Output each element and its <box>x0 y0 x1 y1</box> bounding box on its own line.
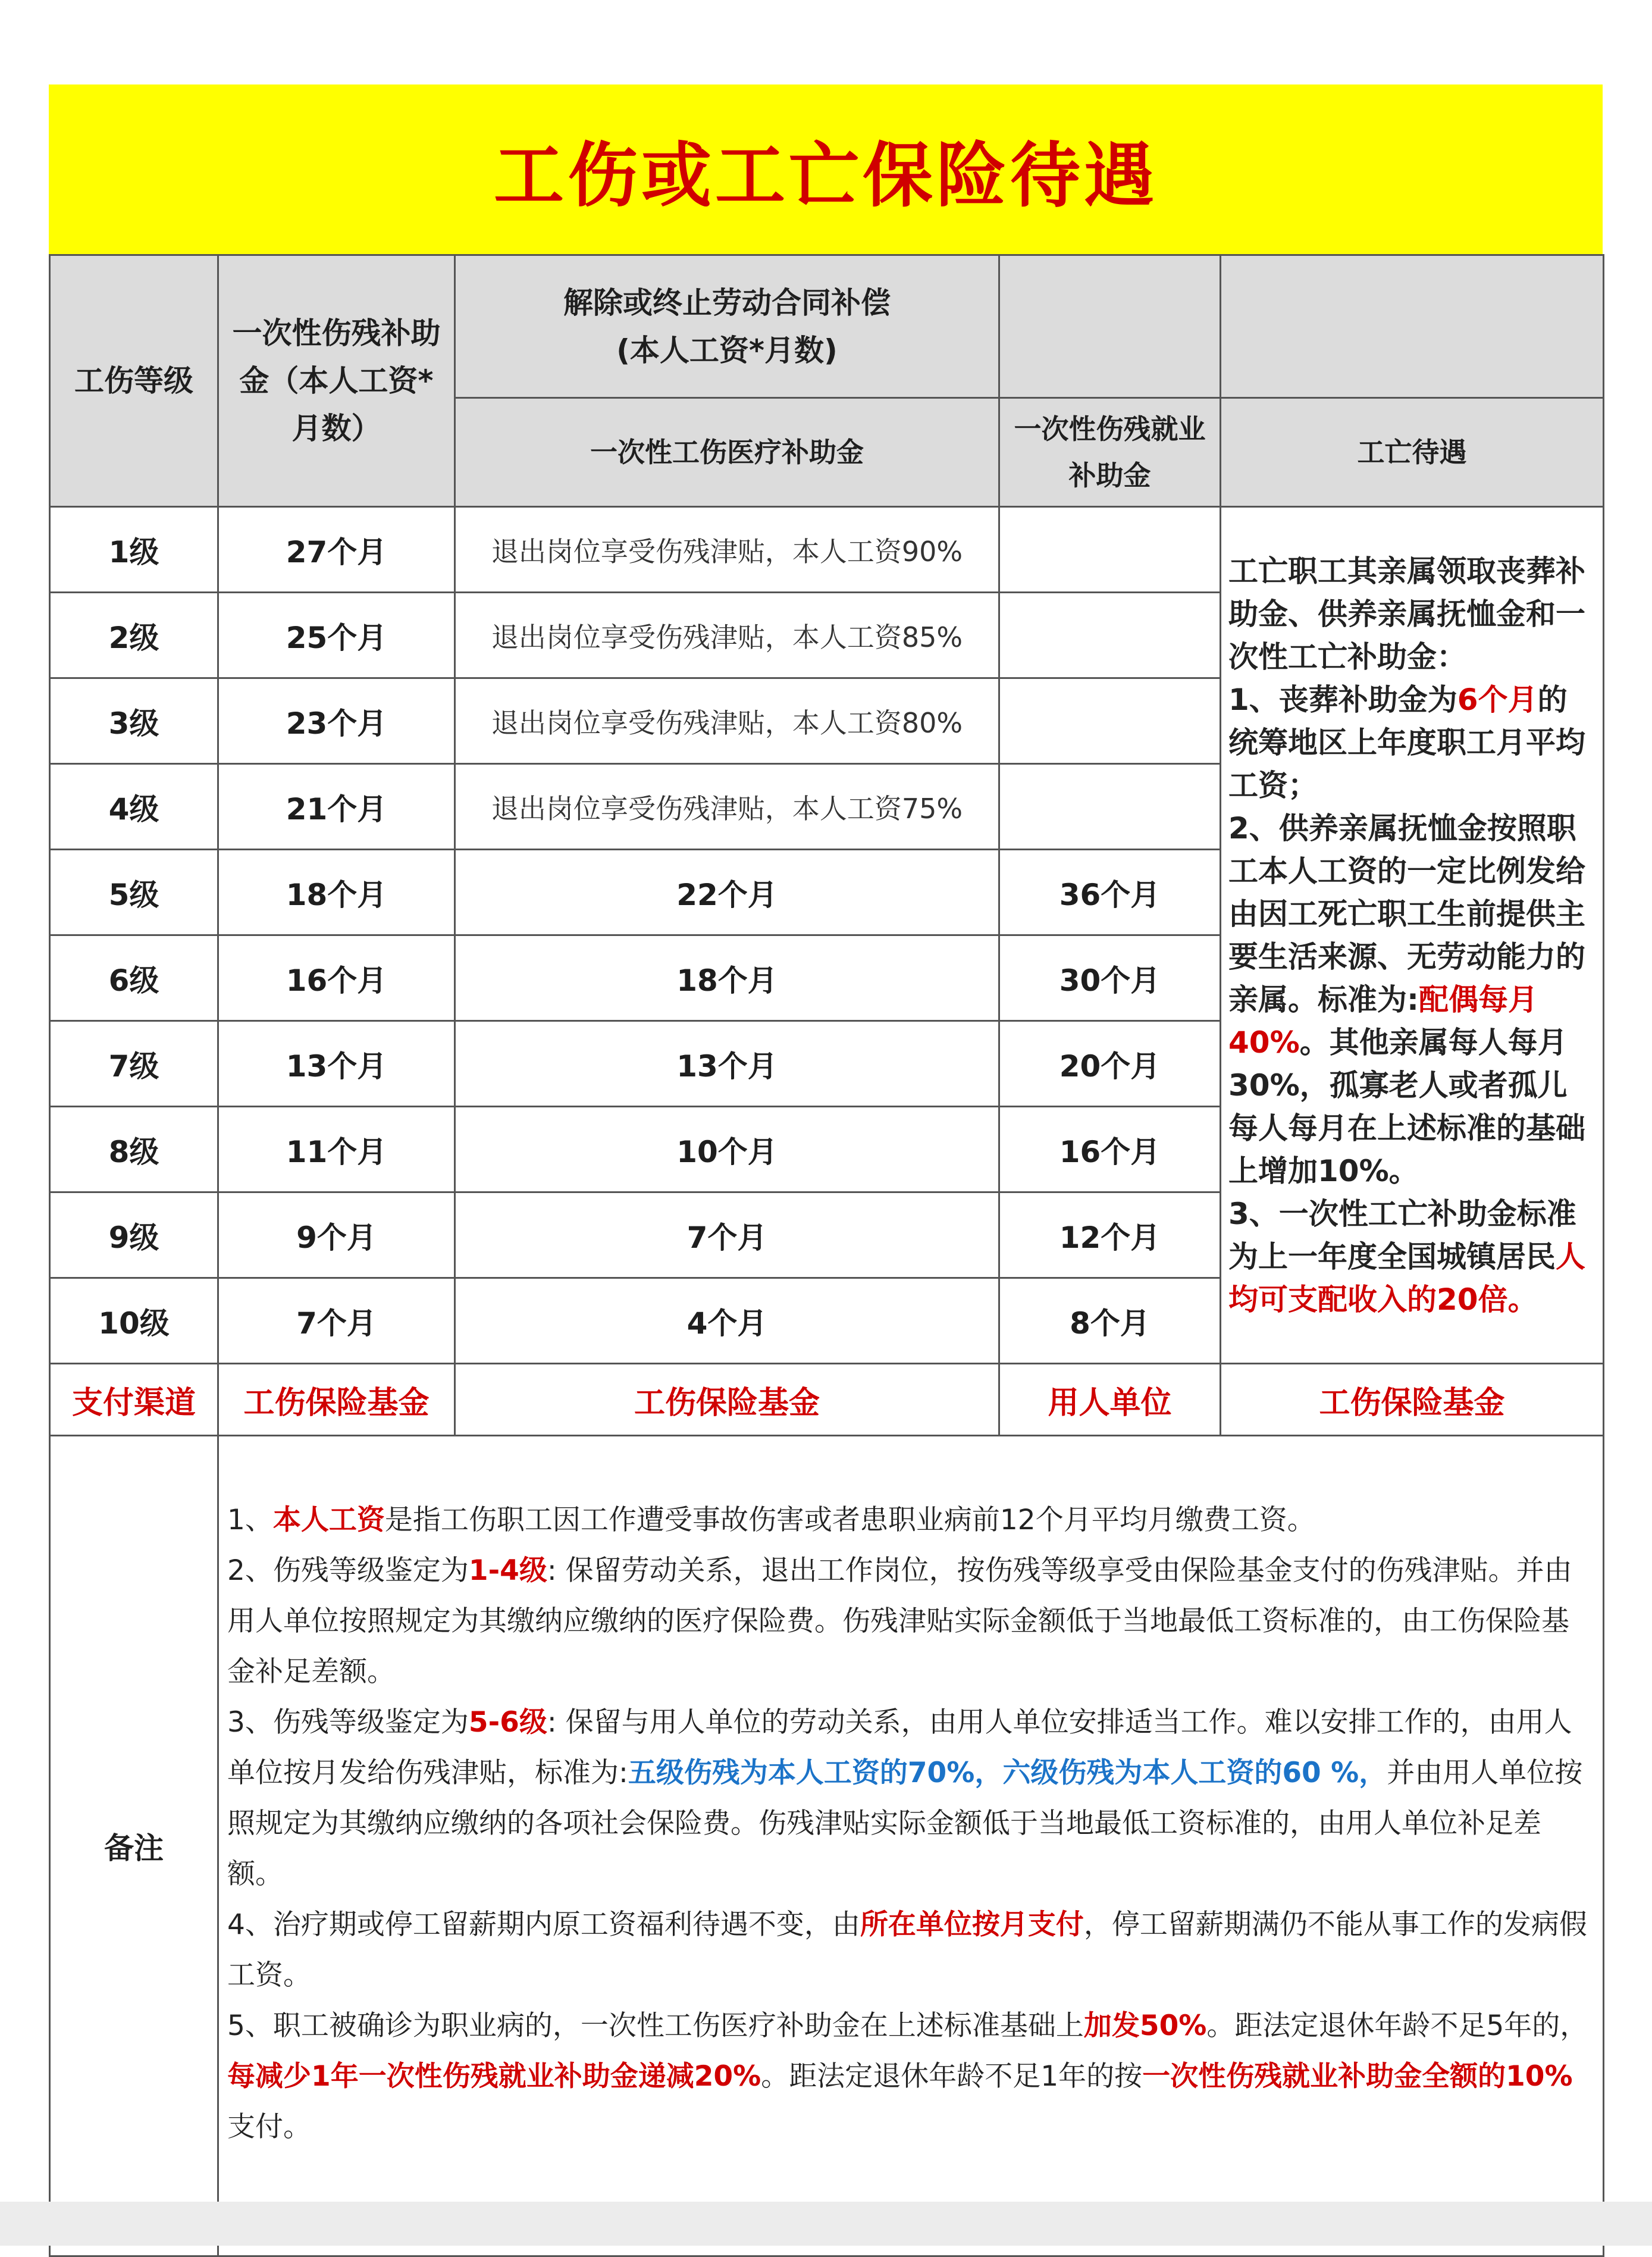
header-termination-group <box>455 255 999 398</box>
note-5-highlight-3: 一次性伤残就业补助金全额的10% <box>1142 2060 1573 2093</box>
note-2-post: : 保留劳动关系，退出工作岗位，按伤残等级享受由保险基金支付的伤残津贴。并由用人单位按照规定为其缴纳应缴纳的医疗保险费。伤残津贴实际金额低于当地最低工资标准的，由工伤保险基金补足差额。 <box>227 1554 1572 1688</box>
header-blank-1 <box>999 255 1221 398</box>
death-item1-post: 的统筹地区上年度职工月平均工资； <box>1228 682 1585 803</box>
grade-cell: 3级 <box>50 678 218 764</box>
grade-cell: 6级 <box>50 935 218 1021</box>
payment-label: 支付渠道 <box>50 1364 218 1436</box>
payment-row <box>50 1364 1604 1436</box>
grade-cell: 1级 <box>50 507 218 593</box>
header-employment-subsidy: 一次性伤残就业补助金 <box>999 398 1221 507</box>
disability-cell: 7个月 <box>218 1278 455 1364</box>
disability-cell: 27个月 <box>218 507 455 593</box>
note-5-mid-1: 。距法定退休年龄不足5年的， <box>1206 2009 1588 2042</box>
medical-cell: 18个月 <box>455 935 999 1021</box>
employment-cell <box>999 678 1221 764</box>
death-item3-pre: 3、一次性工亡补助金标准为上一年度全国城镇居民 <box>1228 1196 1576 1274</box>
header-grade: 工伤等级 <box>50 255 218 507</box>
employment-cell <box>999 764 1221 850</box>
note-3 <box>227 1697 1594 1899</box>
employment-cell: 36个月 <box>999 850 1221 935</box>
note-1-pre: 1、 <box>227 1504 273 1536</box>
death-item1-highlight: 6个月 <box>1457 682 1538 717</box>
employment-cell <box>999 593 1221 678</box>
death-item3-highlight: 人均可支配收入的20倍。 <box>1228 1239 1585 1317</box>
employment-cell <box>999 507 1221 593</box>
disability-cell: 16个月 <box>218 935 455 1021</box>
grade-cell: 4级 <box>50 764 218 850</box>
disability-cell: 13个月 <box>218 1021 455 1107</box>
death-benefit-detail <box>1221 507 1604 1364</box>
employment-cell: 20个月 <box>999 1021 1221 1107</box>
note-3-post: 并由用人单位按照规定为其缴纳应缴纳的各项社会保险费。伤残津贴实际金额低于当地最低工资标准的，由用人单位补足差额。 <box>227 1757 1583 1890</box>
grade-cell: 9级 <box>50 1192 218 1278</box>
header-row-1 <box>50 255 1604 398</box>
note-3-highlight: 5-6级 <box>468 1706 547 1739</box>
employment-cell: 16个月 <box>999 1107 1221 1192</box>
employment-cell: 30个月 <box>999 935 1221 1021</box>
death-item2-pre: 2、供养亲属抚恤金按照职工本人工资的一定比例发给由因工死亡职工生前提供主要生活来源、无劳动能力的亲属。标准为: <box>1228 810 1585 1017</box>
payment-employment: 用人单位 <box>999 1364 1221 1436</box>
header-death-benefit: 工亡待遇 <box>1221 398 1604 507</box>
employment-cell: 8个月 <box>999 1278 1221 1364</box>
death-item2-highlight: 配偶每月40% <box>1228 982 1538 1060</box>
note-1 <box>227 1495 1594 1545</box>
grade-cell: 10级 <box>50 1278 218 1364</box>
bottom-edge <box>0 2202 1652 2246</box>
page-title: 工伤或工亡保险待遇 <box>493 134 1158 217</box>
note-3-blue-highlight: 五级伤残为本人工资的70%，六级伤残为本人工资的60 %， <box>628 1757 1387 1789</box>
header-blank-2 <box>1221 255 1604 398</box>
note-3-pre: 3、伤残等级鉴定为 <box>227 1706 469 1739</box>
death-item1-pre: 1、丧葬补助金为 <box>1228 682 1457 717</box>
note-5 <box>227 2001 1594 2152</box>
grade-cell: 8级 <box>50 1107 218 1192</box>
grade-cell: 7级 <box>50 1021 218 1107</box>
death-intro: 工亡职工其亲属领取丧葬补助金、供养亲属抚恤金和一次性工亡补助金： <box>1228 553 1585 674</box>
disability-cell: 21个月 <box>218 764 455 850</box>
notes-label: 备注 <box>50 1436 218 2256</box>
header-medical-subsidy: 一次性工伤医疗补助金 <box>455 398 999 507</box>
notes-row <box>50 1436 1604 2256</box>
payment-death: 工伤保险基金 <box>1221 1364 1604 1436</box>
note-5-highlight-2: 每减少1年一次性伤残就业补助金递减20% <box>227 2060 761 2093</box>
medical-cell: 退出岗位享受伤残津贴，本人工资90% <box>455 507 999 593</box>
disability-cell: 11个月 <box>218 1107 455 1192</box>
medical-cell: 10个月 <box>455 1107 999 1192</box>
disability-cell: 18个月 <box>218 850 455 935</box>
medical-cell: 4个月 <box>455 1278 999 1364</box>
notes-body <box>218 1436 1604 2256</box>
header-termination-line1: 解除或终止劳动合同补偿 <box>563 285 891 320</box>
employment-cell: 12个月 <box>999 1192 1221 1278</box>
note-4-pre: 4、治疗期或停工留薪期内原工资福利待遇不变，由 <box>227 1908 860 1941</box>
note-1-post: 是指工伤职工因工作遭受事故伤害或者患职业病前12个月平均月缴费工资。 <box>384 1504 1315 1536</box>
medical-cell: 退出岗位享受伤残津贴，本人工资75% <box>455 764 999 850</box>
grade-cell: 5级 <box>50 850 218 935</box>
note-5-mid-2: 。距法定退休年龄不足1年的按 <box>761 2060 1143 2093</box>
note-4-highlight: 所在单位按月支付 <box>860 1908 1084 1941</box>
payment-disability: 工伤保险基金 <box>218 1364 455 1436</box>
note-4-post: ，停工留薪期满仍不能从事工作的发病假工资。 <box>227 1908 1587 1992</box>
note-5-highlight-1: 加发50% <box>1083 2009 1207 2042</box>
note-5-pre: 5、职工被确诊为职业病的，一次性工伤医疗补助金在上述标准基础上 <box>227 2009 1084 2042</box>
medical-cell: 22个月 <box>455 850 999 935</box>
note-3-mid: : 保留与用人单位的劳动关系，由用人单位安排适当工作。难以安排工作的，由用人单位按月发给伤残津贴，标准为: <box>227 1706 1572 1789</box>
title-banner <box>49 84 1603 254</box>
note-5-post: 支付。 <box>227 2111 311 2143</box>
medical-cell: 退出岗位享受伤残津贴，本人工资85% <box>455 593 999 678</box>
medical-cell: 7个月 <box>455 1192 999 1278</box>
disability-cell: 25个月 <box>218 593 455 678</box>
benefits-table <box>49 254 1604 2257</box>
disability-cell: 23个月 <box>218 678 455 764</box>
note-1-highlight: 本人工资 <box>272 1504 385 1536</box>
disability-cell: 9个月 <box>218 1192 455 1278</box>
payment-medical: 工伤保险基金 <box>455 1364 999 1436</box>
note-4 <box>227 1899 1594 2001</box>
medical-cell: 退出岗位享受伤残津贴，本人工资80% <box>455 678 999 764</box>
table-row <box>50 507 1604 593</box>
note-2-pre: 2、伤残等级鉴定为 <box>227 1554 469 1587</box>
note-2-highlight: 1-4级 <box>468 1554 547 1587</box>
header-lump-sum-disability: 一次性伤残补助金（本人工资*月数） <box>218 255 455 507</box>
header-termination-line2: (本人工资*月数) <box>616 333 838 368</box>
note-2 <box>227 1545 1594 1697</box>
medical-cell: 13个月 <box>455 1021 999 1107</box>
grade-cell: 2级 <box>50 593 218 678</box>
death-item2-post: 。其他亲属每人每月30%，孤寡老人或者孤儿每人每月在上述标准的基础上增加10%。 <box>1228 1025 1585 1188</box>
benefits-sheet <box>49 84 1603 2196</box>
